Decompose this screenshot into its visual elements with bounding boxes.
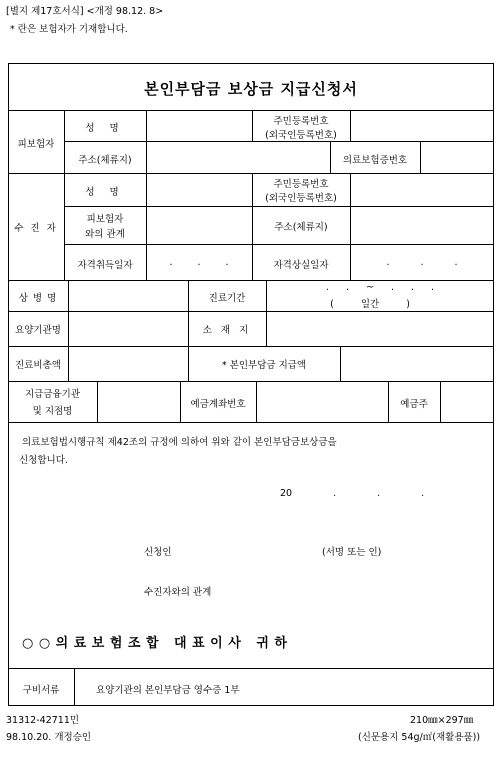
location-label: 소 재 지 xyxy=(202,325,252,336)
form-number: [별지 제17호서식] <개정 98.12. 8> xyxy=(6,6,164,17)
insured-rrn-label: 주민등록번호 xyxy=(273,116,329,127)
insured-card-no-label: 의료보험증번호 xyxy=(342,155,408,166)
footer-approval: 98.10.20. 개정승인 xyxy=(6,732,92,743)
lost-date-label: 자격상실일자 xyxy=(273,260,329,271)
insured-card-no-field[interactable] xyxy=(421,142,493,172)
footer-code: 31312-42711민 xyxy=(6,715,80,726)
disease-field[interactable] xyxy=(69,281,187,310)
patient-address-field[interactable] xyxy=(351,207,493,243)
total-cost-label: 진료비총액 xyxy=(15,360,61,371)
insured-rrn-field[interactable] xyxy=(351,111,493,140)
period-dates[interactable]: . . ~ . . . xyxy=(325,282,435,293)
patient-section-label: 수 진 자 xyxy=(14,223,58,234)
location-field[interactable] xyxy=(267,312,493,345)
holder-field[interactable] xyxy=(441,382,493,421)
institution-field[interactable] xyxy=(69,312,187,345)
attachment-label: 구비서류 xyxy=(22,685,60,696)
insured-name-label: 성 명 xyxy=(85,123,125,134)
period-label: 진료기간 xyxy=(208,293,246,304)
header-note: * 란은 보험자가 기재합니다. xyxy=(10,24,128,35)
payment-field[interactable] xyxy=(341,347,493,380)
attachment-value: 요양기관의 본인부담금 영수증 1부 xyxy=(96,685,240,696)
insured-rrn-label-sub: (외국인등록번호) xyxy=(265,130,337,141)
disease-label: 상 병 명 xyxy=(18,293,58,304)
patient-rrn-label-sub: (외국인등록번호) xyxy=(265,193,337,204)
acquired-date-field[interactable]: . . . xyxy=(169,257,229,268)
footer-paper: (신문용지 54g/㎡(재활용품)) xyxy=(358,732,481,743)
total-cost-field[interactable] xyxy=(69,347,187,380)
patient-rrn-label: 주민등록번호 xyxy=(273,179,329,190)
account-label: 예금계좌번호 xyxy=(190,399,246,410)
addressee: ○○의료보험조합 대표이사 귀하 xyxy=(22,636,293,651)
patient-rrn-field[interactable] xyxy=(351,174,493,205)
bank-institution-field[interactable] xyxy=(98,382,179,421)
form-title: 본인부담금 보상금 지급신청서 xyxy=(144,80,358,98)
footer-size: 210㎜×297㎜ xyxy=(410,715,474,726)
insured-name-field[interactable] xyxy=(147,111,251,140)
applicant-label: 신청인 xyxy=(144,547,172,558)
insured-address-label: 주소(체류지) xyxy=(78,155,132,166)
declaration-line-2: 신청합니다. xyxy=(19,455,68,466)
lost-date-field[interactable]: . . . xyxy=(386,257,458,268)
patient-address-label: 주소(체류지) xyxy=(274,222,328,233)
application-date[interactable]: 20 . . . xyxy=(280,488,425,499)
period-days[interactable]: ( 일간 ) xyxy=(330,299,410,310)
bank-institution-label: 지급금융기관 xyxy=(24,389,81,400)
declaration-line-1: 의료보험법시행규칙 제42조의 규정에 의하여 위와 같이 본인부담금보상금을 xyxy=(22,437,337,448)
acquired-date-label: 자격취득일자 xyxy=(77,260,133,271)
patient-name-field[interactable] xyxy=(147,174,251,205)
account-field[interactable] xyxy=(257,382,387,421)
relation-to-patient-label: 수진자와의 관계 xyxy=(144,587,212,598)
payment-label: * 본인부담금 지급액 xyxy=(221,360,307,371)
patient-name-label: 성 명 xyxy=(85,187,125,198)
insured-address-field[interactable] xyxy=(147,142,329,172)
institution-label: 요양기관명 xyxy=(15,325,61,336)
holder-label: 예금주 xyxy=(400,399,428,410)
patient-relation-label-sub: 와의 관계 xyxy=(85,229,125,240)
bank-institution-label-sub: 및 지점명 xyxy=(32,406,73,417)
insured-section-label: 피보험자 xyxy=(17,139,55,150)
patient-relation-label: 피보험자 xyxy=(86,214,124,225)
patient-relation-field[interactable] xyxy=(147,207,251,243)
signature-label: (서명 또는 인) xyxy=(322,547,382,558)
